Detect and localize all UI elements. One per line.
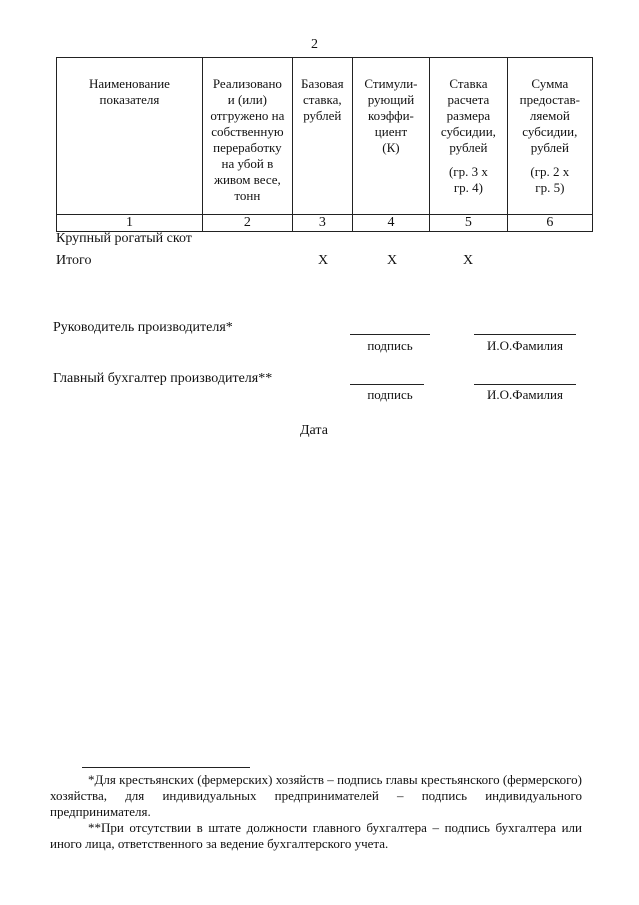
header-cell [292,58,352,215]
head-name-line [474,334,576,335]
column-number: 6 [507,215,592,232]
header-cell [507,58,592,215]
head-signature-label: Руководитель производителя* [53,320,233,335]
header-label: Стимули- рующий коэффи- циент (К) [364,76,418,155]
accountant-name-caption: И.О.Фамилия [487,387,563,402]
header-formula: (гр. 3 х гр. 4) [448,164,488,195]
table-header-row [57,58,593,215]
total-col3-mark: Х [318,253,329,268]
date-label: Дата [300,423,328,438]
column-number: 2 [202,215,292,232]
footnote-separator [82,767,250,768]
header-cell [57,58,203,215]
total-col4-mark: Х [387,253,398,268]
column-number: 4 [352,215,429,232]
header-label: Наименование показателя [88,76,170,107]
head-signature-caption: подпись [367,338,413,353]
header-label: Ставка расчета размера субсидии, рублей [440,76,496,155]
header-formula: (гр. 2 х гр. 5) [530,164,570,195]
total-col5-mark: Х [463,253,474,268]
row-label-cattle: Крупный рогатый скот [56,231,192,246]
header-label: Реализовано и (или) отгружено на собственную переработку на убой в живом весе, тонн [210,76,285,203]
accountant-signature-label: Главный бухгалтер производителя** [53,371,273,386]
row-label-total: Итого [56,253,92,268]
head-name-caption: И.О.Фамилия [487,338,563,353]
column-number: 5 [430,215,508,232]
subsidy-table [56,57,593,232]
header-label: Сумма предостав- ляемой субсидии, рублей [519,76,580,155]
header-cell [352,58,429,215]
accountant-signature-line [350,384,424,385]
column-number: 1 [57,215,203,232]
footnote-second: **При отсутствии в штате должности главного бухгалтера – подпись бухгалтера или иного лица, ответственного за ведение бухгалтерского учета. [50,820,582,851]
head-signature-line [350,334,430,335]
header-cell [202,58,292,215]
column-number: 3 [292,215,352,232]
page-number: 2 [311,37,318,52]
accountant-name-line [474,384,576,385]
column-number-row [57,215,593,232]
header-label: Базовая ставка, рублей [301,76,344,123]
footnote-first: *Для крестьянских (фермерских) хозяйств – подпись главы крестьянского (фермерского) хозяйства, для индивидуальных предпринимателей – подпись индивидуального предпринимателя. [50,772,582,819]
header-cell [430,58,508,215]
accountant-signature-caption: подпись [367,387,413,402]
